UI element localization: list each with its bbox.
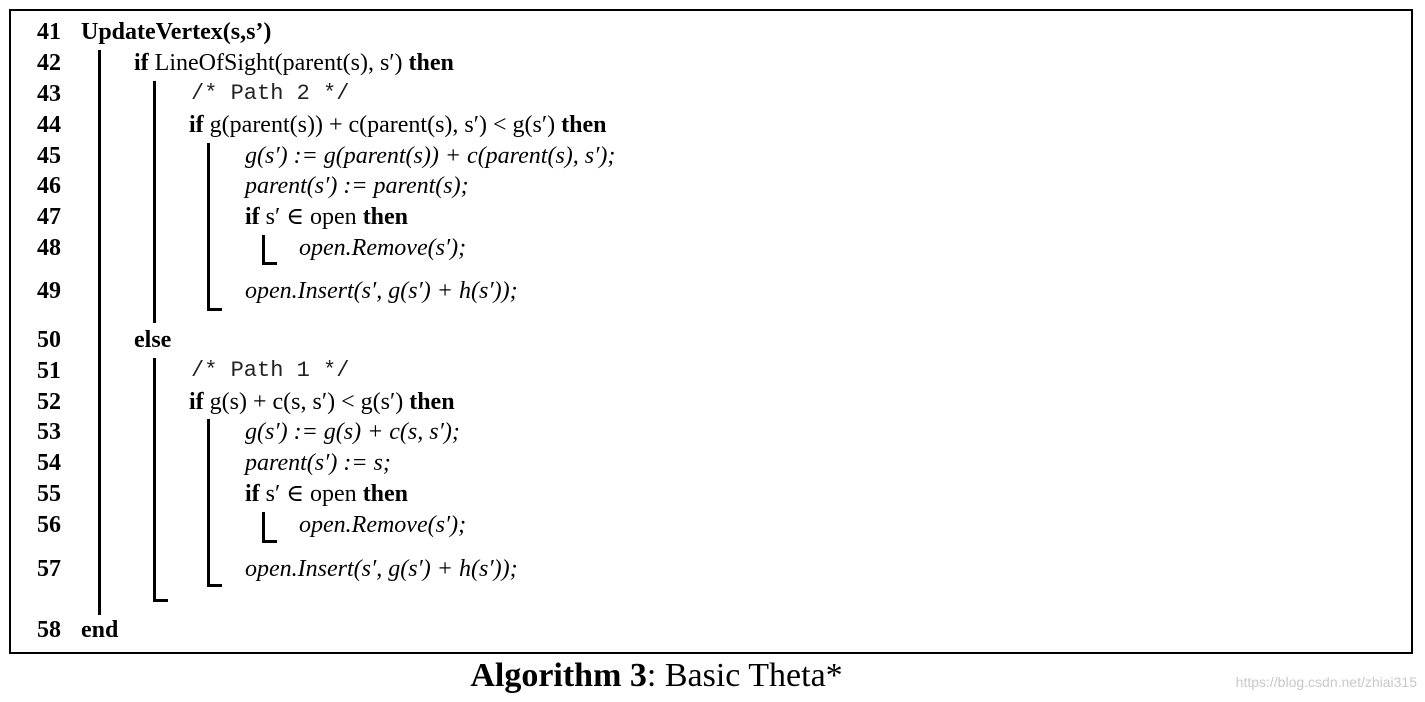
keyword-if: if [189,389,204,415]
code-line-55 [245,480,408,508]
keyword-then: then [409,389,455,415]
condition: g(s) + c(s, s′) < g(s′) [209,389,404,415]
algorithm-caption [0,656,1313,696]
block-bar-if-path2 [207,143,210,311]
block-bar-function [98,50,101,615]
comment-path-1: /* Path 1 */ [191,358,350,383]
code-line-54: parent(s′) := s; [245,450,391,476]
keyword-then: then [362,204,409,230]
block-end-if-path2 [207,308,222,311]
line-number: 52 [37,389,61,415]
block-end-if-open-1 [262,262,277,265]
keyword-if: if [189,112,204,138]
line-number: 46 [37,173,61,199]
block-end-if-path1 [207,584,222,587]
keyword-then: then [561,112,607,138]
caption-label: Algorithm 3 [470,657,647,694]
block-bar-if-path1 [207,419,210,587]
line-number: 44 [37,112,61,138]
line-number: 42 [37,50,61,76]
code-line-48: open.Remove(s′); [299,235,467,261]
line-number: 48 [37,235,61,261]
condition: s′ ∈ open [265,481,357,507]
code-line-47 [245,203,408,231]
block-bar-if-open-1 [262,235,265,265]
watermark: https://blog.csdn.net/zhiai315 [1235,674,1417,690]
keyword-if: if [134,50,149,76]
code-line-46: parent(s′) := parent(s); [245,173,469,199]
condition: LineOfSight(parent(s), s′) [154,50,403,76]
keyword-end: end [81,617,119,643]
block-bar-if-open-2 [262,512,265,543]
code-line-49: open.Insert(s′, g(s′) + h(s′)); [245,278,518,304]
block-bar-if-lineofsight [153,81,156,323]
code-line-53: g(s′) := g(s) + c(s, s′); [245,419,460,445]
code-line-57: open.Insert(s′, g(s′) + h(s′)); [245,556,518,582]
line-number: 51 [37,358,61,384]
line-number: 47 [37,204,61,230]
code-line-56: open.Remove(s′); [299,512,467,538]
function-header: UpdateVertex(s,s’) [81,19,272,45]
caption-separator: : [646,657,665,694]
keyword-if: if [245,481,260,507]
line-number: 56 [37,512,61,538]
line-number: 58 [37,617,61,643]
code-line-42 [134,49,454,77]
line-number: 50 [37,327,61,353]
block-end-if-open-2 [262,540,277,543]
line-number: 43 [37,81,61,107]
condition: s′ ∈ open [265,204,357,230]
comment-path-2: /* Path 2 */ [191,81,350,106]
condition: g(parent(s)) + c(parent(s), s′) < g(s′) [209,112,556,138]
keyword-if: if [245,204,260,230]
code-line-44 [189,111,606,139]
block-end-else [153,599,168,602]
keyword-else: else [134,327,172,353]
block-bar-else [153,358,156,602]
line-number: 45 [37,143,61,169]
code-line-45: g(s′) := g(parent(s)) + c(parent(s), s′); [245,143,616,169]
line-number: 49 [37,278,61,304]
keyword-then: then [362,481,409,507]
line-number: 53 [37,419,61,445]
line-number: 57 [37,556,61,582]
code-line-52 [189,388,455,416]
line-number: 54 [37,450,61,476]
keyword-then: then [408,50,454,76]
line-number: 55 [37,481,61,507]
line-number: 41 [37,19,61,45]
caption-title: Basic Theta* [664,657,843,694]
